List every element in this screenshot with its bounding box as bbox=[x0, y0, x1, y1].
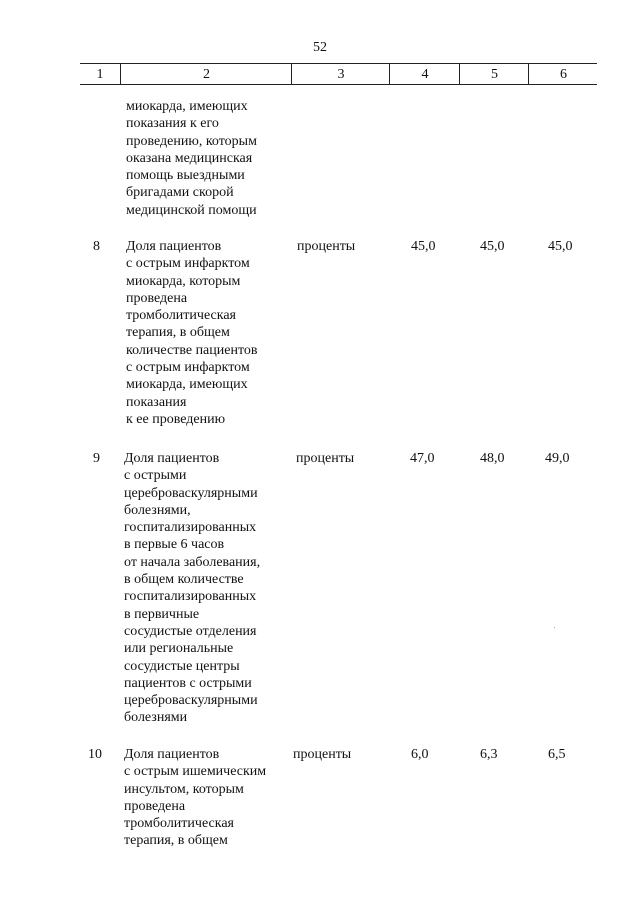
indicator-name: Доля пациентов с острым ишемическим инсультом, которым проведена тромболитическая терапия, в общем bbox=[124, 747, 267, 849]
value-col-4: 47,0 bbox=[410, 451, 435, 466]
header-col-5: 5 bbox=[459, 64, 529, 84]
row-number: 8 bbox=[93, 239, 100, 254]
indicator-name: Доля пациентов с острым инфарктом миокарда, которым проведена тромболитическая терапия, в общем количестве пациентов с острым инфарктом миокарда, имеющих показания к ее проведению bbox=[126, 239, 258, 427]
page-number: 52 bbox=[313, 40, 327, 55]
value-col-4: 6,0 bbox=[411, 747, 429, 762]
continuation-text: миокарда, имеющих показания к его проведению, которым оказана медицинская помощь выездными бригадами скорой медицинской помощи bbox=[126, 99, 257, 218]
row-number: 9 bbox=[93, 451, 100, 466]
indicator-name: Доля пациентов с острыми цереброваскулярными болезнями, госпитализированных в первые 6 часов от начала заболевания, в общем количестве госпитализированных в первичные сосудистые отделения или региональные сосудистые центры пациентов с острыми цереброваскулярными болезнями bbox=[124, 451, 261, 726]
header-col-1: 1 bbox=[96, 67, 104, 82]
value-col-5: 45,0 bbox=[480, 239, 505, 254]
scan-speck bbox=[554, 627, 555, 628]
header-col-4: 4 bbox=[389, 64, 460, 84]
unit-cell: проценты bbox=[293, 747, 352, 762]
value-col-5: 48,0 bbox=[480, 451, 505, 466]
header-col-2: 2 bbox=[120, 64, 292, 84]
value-col-5: 6,3 bbox=[480, 747, 498, 762]
unit-cell: проценты bbox=[297, 239, 356, 254]
row-number: 10 bbox=[88, 747, 102, 762]
header-col-6: 6 bbox=[528, 64, 598, 84]
header-col-3: 3 bbox=[291, 64, 390, 84]
value-col-6: 49,0 bbox=[545, 451, 570, 466]
unit-cell: проценты bbox=[296, 451, 355, 466]
value-col-6: 6,5 bbox=[548, 747, 566, 762]
value-col-6: 45,0 bbox=[548, 239, 573, 254]
value-col-4: 45,0 bbox=[411, 239, 436, 254]
table-header-row bbox=[80, 63, 597, 85]
